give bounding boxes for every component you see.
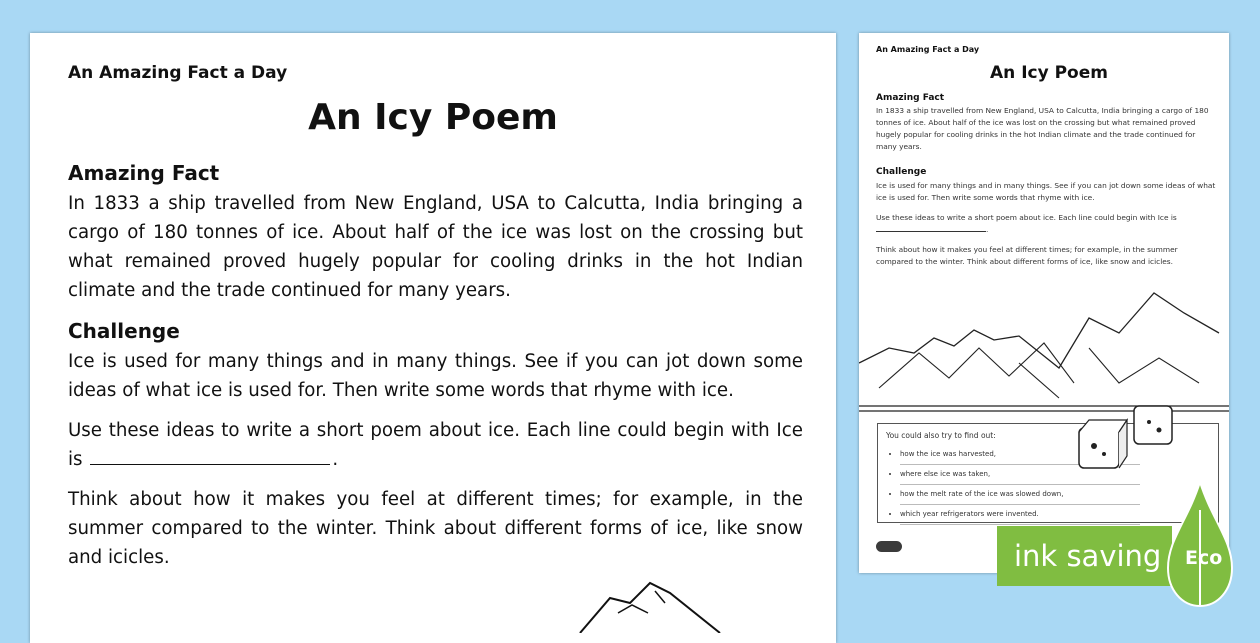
page-title: An Icy Poem — [308, 97, 558, 138]
thumb-think-text: Think about how it makes you feel at different times; for example, in the summer compared to the winter. Think about different forms of ice, like snow and icicles. — [876, 245, 1178, 266]
badge-label: ink saving — [1014, 539, 1162, 573]
thumb-challenge-heading: Challenge — [876, 167, 927, 177]
eco-label: Eco — [1185, 547, 1223, 569]
poem-prompt-text: Use these ideas to write a short poem about ice. Each line could begin with Ice is — [68, 420, 803, 470]
thumb-poem-prompt-text: Use these ideas to write a short poem about ice. Each line could begin with Ice is — [876, 213, 1177, 222]
thumb-series-title: An Amazing Fact a Day — [876, 45, 980, 54]
series-title: An Amazing Fact a Day — [68, 63, 288, 83]
thumb-fact-text: In 1833 a ship travelled from New England, USA to Calcutta, India bringing a cargo of 180 tonnes of ice. About half of the ice was lost on the crossing but what remained proved hugely popular for cooling drinks in the hot Indian climate and the trade continued for many years. — [876, 106, 1209, 151]
mountain-illustration — [570, 573, 770, 633]
poem-prompt — [68, 416, 803, 474]
thumb-page-title: An Icy Poem — [990, 63, 1108, 83]
poem-prompt-end: . — [332, 449, 339, 470]
publisher-logo — [876, 541, 902, 552]
think-text: Think about how it makes you feel at different times; for example, in the summer compared to the winter. Think about different forms of ice, like snow and icicles. — [68, 489, 803, 568]
ice-cubes-illustration — [1049, 398, 1189, 478]
find-out-item: • which year refrigerators were invented. — [900, 505, 1140, 525]
find-out-item: • how the melt rate of the ice was slowed down, — [900, 485, 1140, 505]
thumb-poem-blank-line — [876, 224, 989, 234]
thumb-poem-prompt-end: . — [986, 225, 989, 234]
worksheet-page — [30, 33, 836, 643]
find-out-item: • how the ice was harvested, — [900, 445, 1140, 465]
fact-heading: Amazing Fact — [68, 161, 220, 185]
find-out-item: • where else ice was taken, — [900, 465, 1140, 485]
challenge-text: Ice is used for many things and in many things. See if you can jot down some ideas of what ice is used for. Then write some words that rhyme with ice. — [68, 351, 803, 401]
thumb-poem-prompt — [876, 212, 1216, 236]
eco-leaf-icon — [1160, 480, 1240, 610]
thumb-challenge-text: Ice is used for many things and in many things. See if you can jot down some ideas of what ice is used for. Then write some words that rhyme with ice. — [876, 181, 1216, 202]
fact-text: In 1833 a ship travelled from New England, USA to Calcutta, India bringing a cargo of 180 tonnes of ice. About half of the ice was lost on the crossing but what remained proved hugely popular for cooling drinks in the hot Indian climate and the trade continued for many years. — [68, 193, 803, 301]
ink-saving-badge — [997, 526, 1172, 586]
thumb-fact-heading: Amazing Fact — [876, 93, 945, 103]
find-out-intro: You could also try to find out: — [886, 431, 996, 440]
poem-blank-line[interactable] — [90, 446, 330, 465]
challenge-heading: Challenge — [68, 319, 180, 343]
